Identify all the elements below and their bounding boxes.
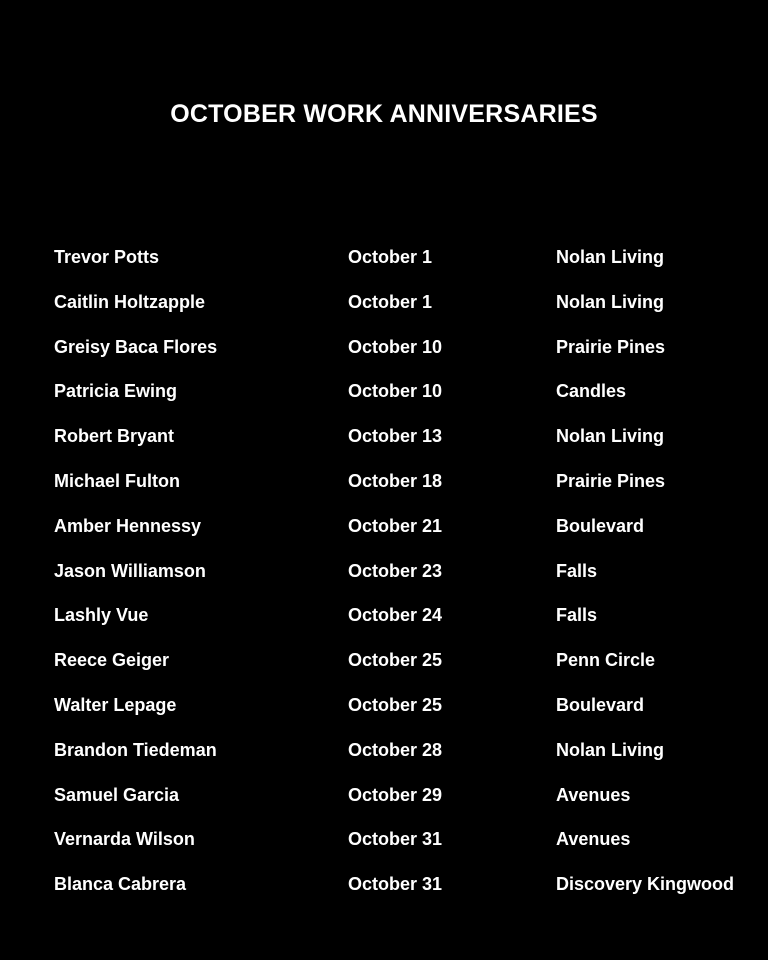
employee-name: Michael Fulton: [54, 470, 180, 491]
location-name: Avenues: [556, 784, 631, 805]
anniversary-date: October 28: [348, 739, 443, 760]
employee-name: Jason Williamson: [54, 560, 206, 581]
location-name: Falls: [556, 605, 598, 626]
anniversary-date: October 24: [348, 605, 443, 626]
location-name: Penn Circle: [556, 650, 656, 671]
employee-name: Caitlin Holtzapple: [54, 291, 206, 312]
list-item: [54, 555, 764, 600]
list-item: [54, 420, 764, 465]
location-name: Nolan Living: [556, 739, 664, 760]
employee-name: Lashly Vue: [54, 605, 149, 626]
location-name: Discovery Kingwood: [556, 874, 735, 895]
anniversary-list: [54, 241, 764, 913]
location-name: Boulevard: [556, 694, 645, 715]
location-name: Nolan Living: [556, 247, 664, 267]
employee-name: Samuel Garcia: [54, 784, 180, 805]
list-item: [54, 734, 764, 779]
list-item: [54, 644, 764, 689]
employee-name: Vernarda Wilson: [54, 829, 195, 850]
location-name: Candles: [556, 381, 627, 402]
location-name: Avenues: [556, 829, 631, 850]
anniversary-date: October 10: [348, 381, 443, 402]
list-item: [54, 510, 764, 555]
employee-name: Brandon Tiedeman: [54, 739, 217, 760]
location-name: Boulevard: [556, 515, 645, 536]
location-name: Nolan Living: [556, 426, 664, 447]
anniversary-date: October 23: [348, 560, 443, 581]
location-name: Prairie Pines: [556, 470, 666, 491]
anniversary-date: October 25: [348, 650, 443, 671]
employee-name: Robert Bryant: [54, 426, 175, 447]
employee-name: Amber Hennessy: [54, 515, 202, 536]
list-item: [54, 868, 764, 913]
anniversary-date: October 13: [348, 426, 443, 447]
anniversary-date: October 18: [348, 470, 443, 491]
anniversary-date: October 1: [348, 247, 433, 267]
list-item: [54, 779, 764, 824]
anniversary-date: October 10: [348, 336, 443, 357]
list-item: [54, 286, 764, 331]
list-item: [54, 823, 764, 868]
employee-name: Reece Geiger: [54, 650, 170, 671]
anniversary-date: October 31: [348, 829, 443, 850]
anniversary-date: October 1: [348, 291, 433, 312]
location-name: Nolan Living: [556, 291, 664, 312]
anniversary-date: October 31: [348, 874, 443, 895]
employee-name: Greisy Baca Flores: [54, 336, 218, 357]
list-item: [54, 465, 764, 510]
anniversary-date: October 21: [348, 515, 443, 536]
list-item: [54, 375, 764, 420]
anniversary-date: October 29: [348, 784, 443, 805]
employee-name: Trevor Potts: [54, 247, 160, 267]
list-item: [54, 241, 764, 286]
location-name: Falls: [556, 560, 598, 581]
employee-name: Patricia Ewing: [54, 381, 178, 402]
list-item: [54, 331, 764, 376]
location-name: Prairie Pines: [556, 336, 666, 357]
anniversary-date: October 25: [348, 694, 443, 715]
list-item: [54, 689, 764, 734]
employee-name: Walter Lepage: [54, 694, 177, 715]
page-title: OCTOBER WORK ANNIVERSARIES: [170, 100, 598, 128]
list-item: [54, 599, 764, 644]
employee-name: Blanca Cabrera: [54, 874, 187, 895]
